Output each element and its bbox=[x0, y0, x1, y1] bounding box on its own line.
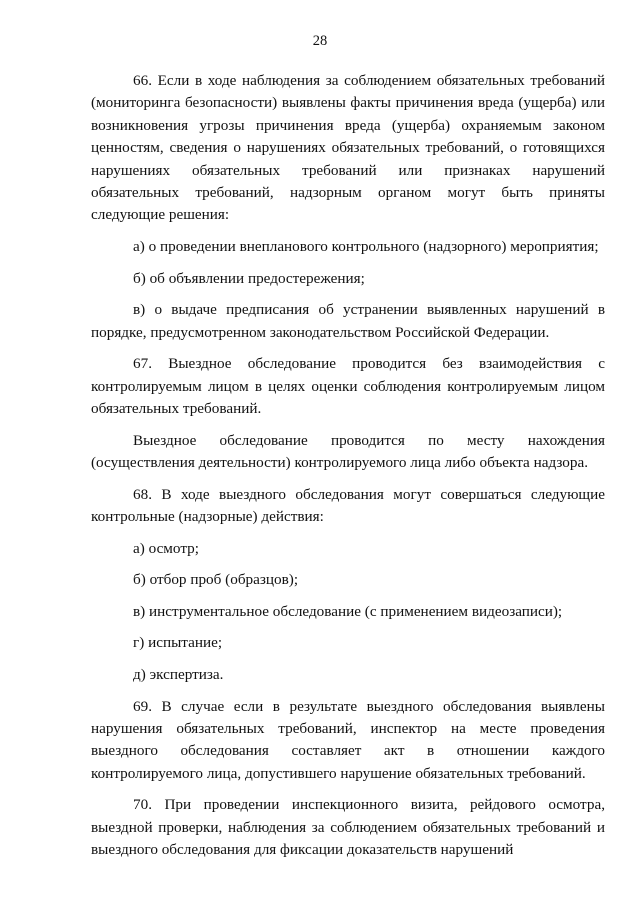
list-item-68e: д) экспертиза. bbox=[133, 666, 224, 683]
document-body bbox=[91, 70, 605, 871]
list-item-68d: г) испытание; bbox=[133, 634, 223, 652]
page-number: 28 bbox=[312, 33, 328, 49]
list-item-68b: б) отбор проб (образцов); bbox=[133, 571, 299, 589]
paragraph-68: 68. В ходе выездного обследования могут совершаться следующие контрольные (надзорные) действия: bbox=[91, 485, 605, 526]
list-item-66a: а) о проведении внепланового контрольного (надзорного) мероприятия; bbox=[133, 238, 599, 256]
paragraph-67: 67. Выездное обследование проводится без взаимодействия с контролируемым лицом в целях оценки соблюдения контролируемым лицом обязательных требований. bbox=[91, 355, 605, 418]
list-item-66c: в) о выдаче предписания об устранении выявленных нарушений в порядке, предусмотренном законодательством Российской Федерации. bbox=[91, 301, 605, 341]
list-item-66b: б) об объявлении предостережения; bbox=[133, 269, 365, 287]
paragraph-70: 70. При проведении инспекционного визита, рейдового осмотра, выездной проверки, наблюдения за соблюдением обязательных требований и выездного обследования для фиксации доказательств нарушений bbox=[91, 796, 605, 859]
paragraph-67-continued: Выездное обследование проводится по месту нахождения (осуществления деятельности) контролируемого лица либо объекта надзора. bbox=[91, 431, 605, 472]
list-item-68c: в) инструментальное обследование (с применением видеозаписи); bbox=[133, 602, 563, 620]
paragraph-66: 66. Если в ходе наблюдения за соблюдением обязательных требований (мониторинга безопасности) выявлены факты причинения вреда (ущерба) или возникновения угрозы причинения вреда (ущерба) охраняемым законом ценностям, сведения о нарушениях обязательных требований, о готовящихся нарушениях обязательных требований или признаках нарушений обязательных требований, надзорным органом могут быть приняты следующие решения: bbox=[91, 72, 605, 224]
paragraph-69: 69. В случае если в результате выездного обследования выявлены нарушения обязательных требований, инспектор на месте проведения выездного обследования составляет акт в отношении каждого контролируемого лица, допустившего нарушение обязательных требований. bbox=[91, 697, 605, 782]
list-item-68a: а) осмотр; bbox=[133, 539, 199, 557]
